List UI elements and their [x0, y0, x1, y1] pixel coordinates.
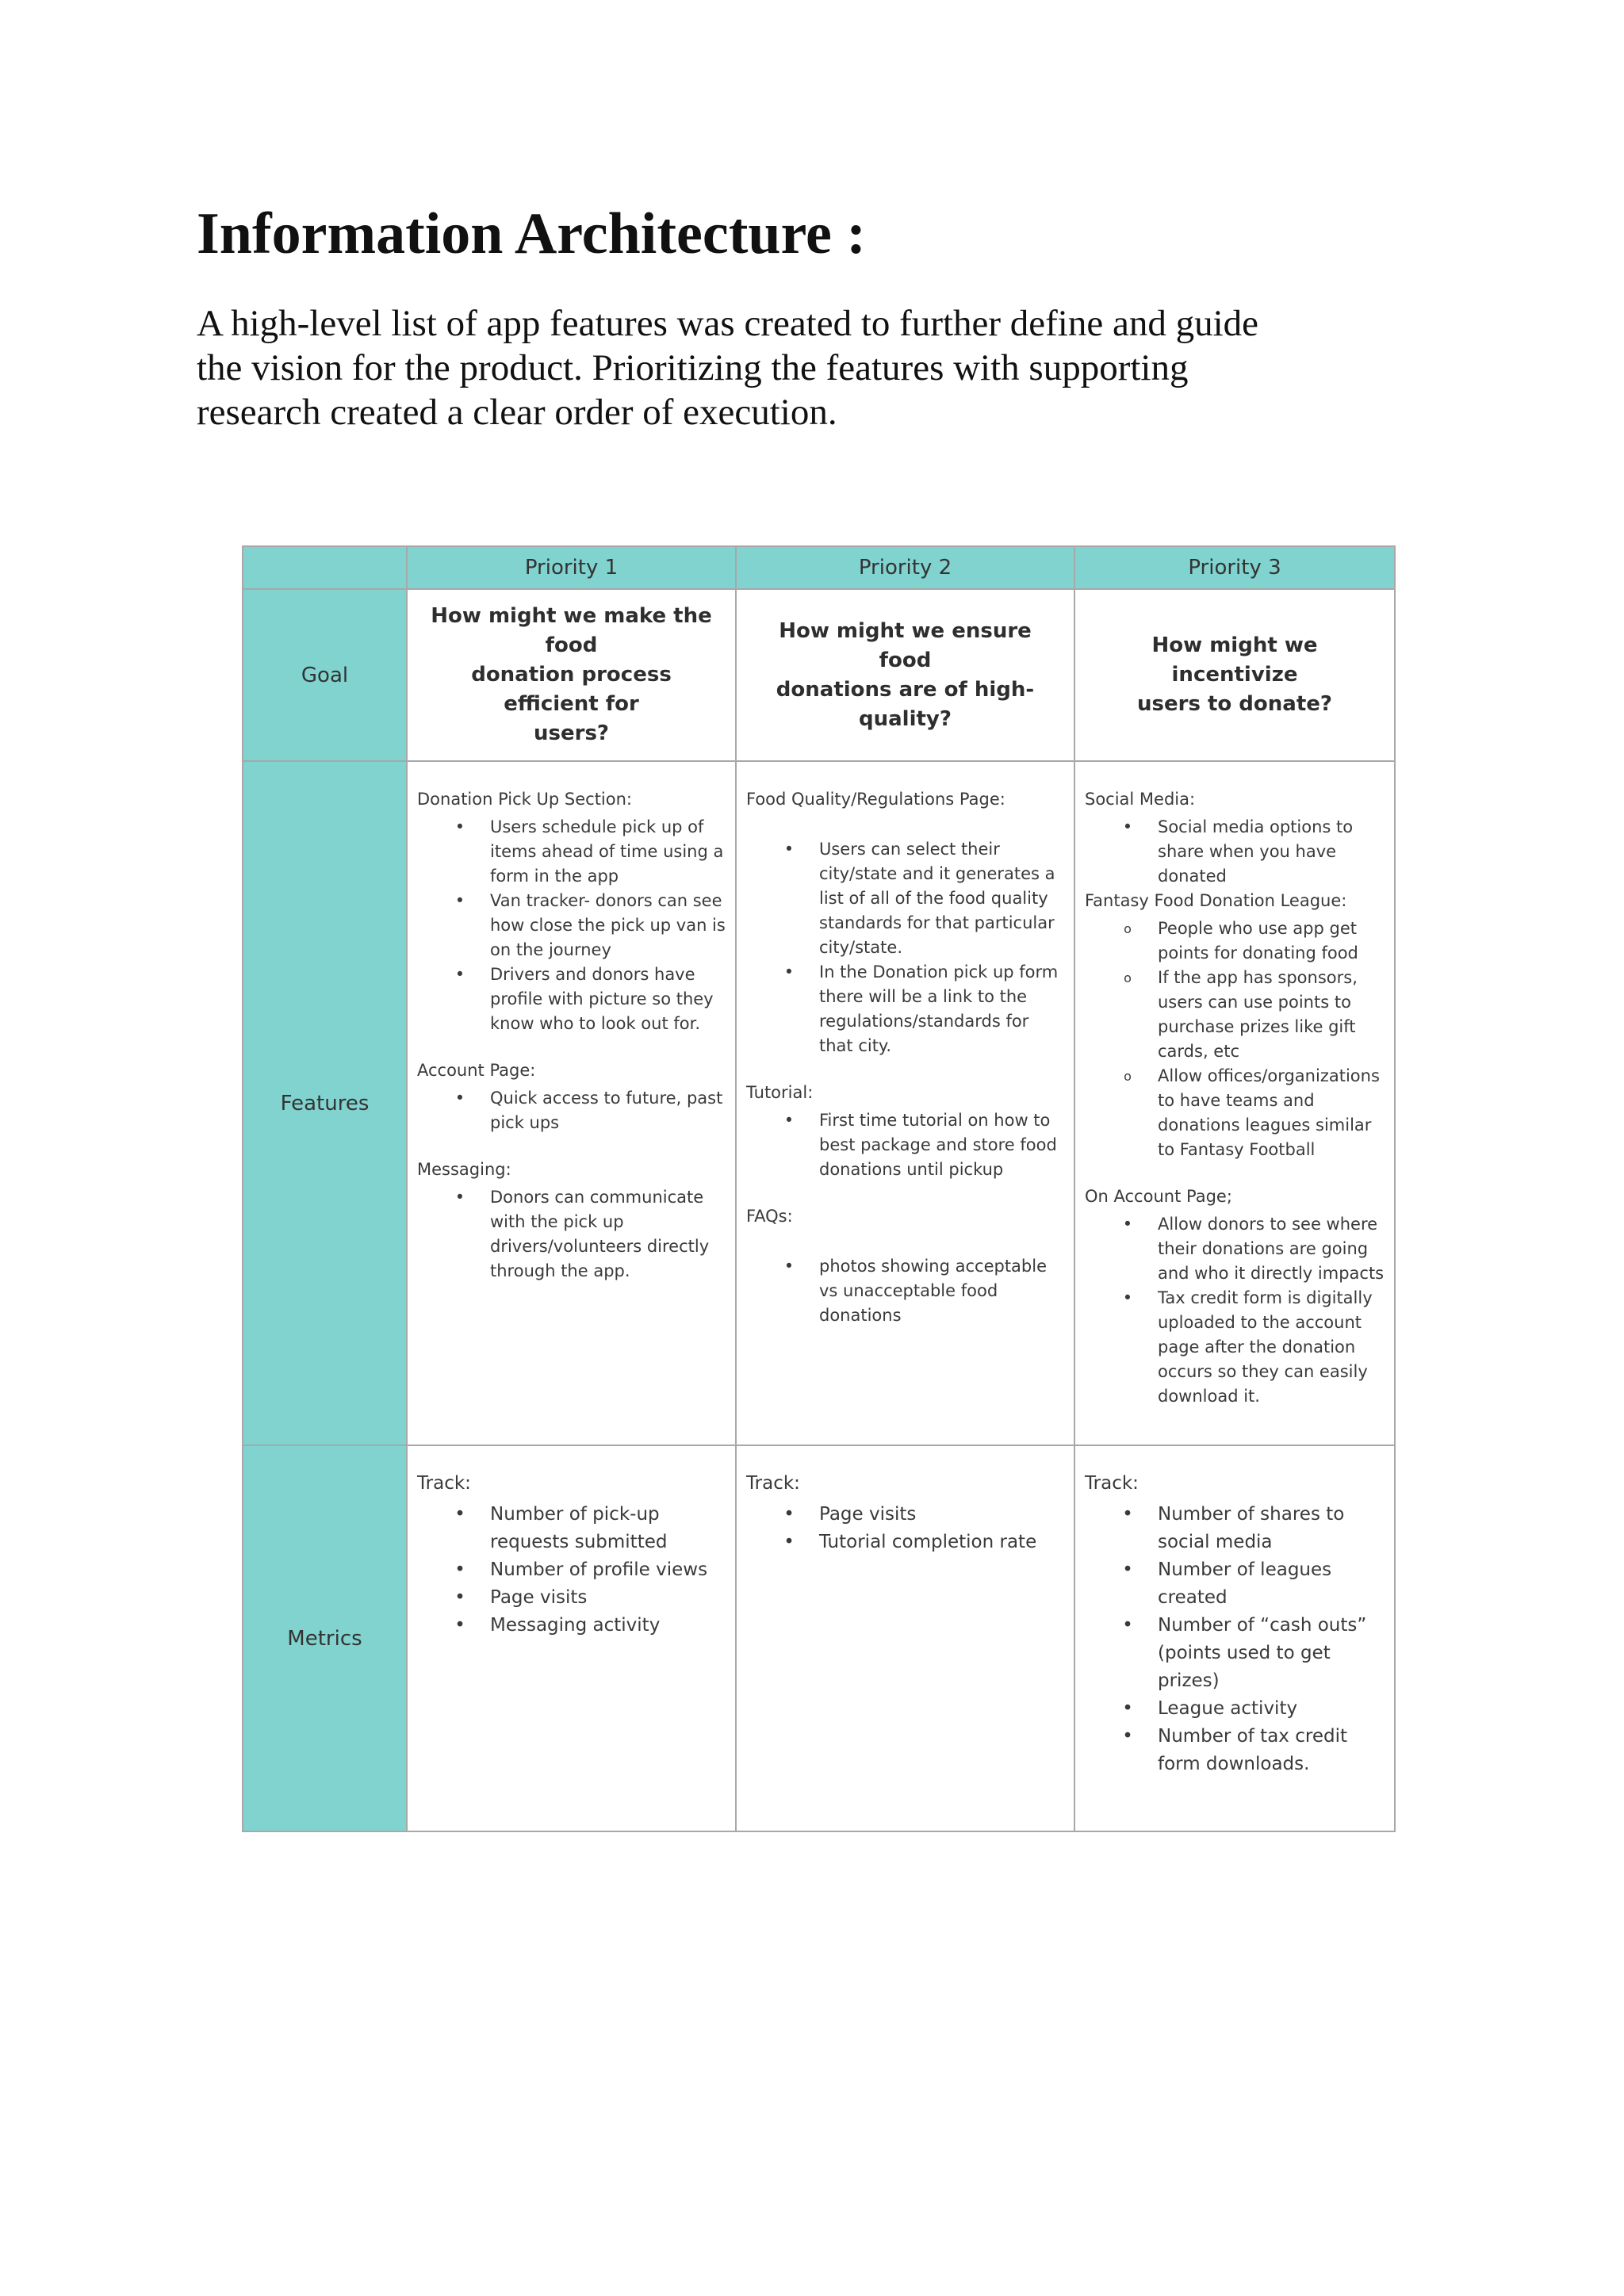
item-line: how close the pick up van is: [490, 916, 726, 935]
item-line: form downloads.: [1158, 1754, 1310, 1774]
bullet-icon: •: [454, 1504, 465, 1525]
bullet-icon: •: [783, 1504, 795, 1525]
item-line: Number of tax credit: [1158, 1726, 1347, 1747]
metrics-list: [1085, 1501, 1386, 1778]
list-item: [417, 1501, 727, 1556]
header-corner: [243, 546, 407, 589]
metrics-row: [243, 1445, 1395, 1831]
list-item: [746, 960, 1066, 1058]
item-line: on the journey: [490, 940, 611, 959]
goal-line: How might we incentivize: [1151, 633, 1318, 687]
bullet-icon: •: [1122, 1698, 1133, 1719]
item-line: Allow offices/organizations: [1158, 1066, 1380, 1085]
item-line: Donors can communicate: [490, 1188, 704, 1207]
item-line: (points used to get: [1158, 1643, 1331, 1663]
goal-line: donations are of high-quality?: [776, 677, 1035, 731]
item-line: through the app.: [490, 1261, 630, 1280]
item-line: In the Donation pick up form: [819, 962, 1059, 982]
bullet-icon: •: [454, 1559, 465, 1580]
section-heading: Food Quality/Regulations Page:: [746, 790, 1005, 809]
item-line: Page visits: [819, 1504, 917, 1525]
intro-line: research created a clear order of execution.: [197, 392, 837, 433]
item-line: Users can select their: [819, 840, 1000, 859]
list-item: [1085, 815, 1386, 889]
item-line: form in the app: [490, 867, 619, 886]
list-item: [417, 1086, 727, 1135]
features-priority-2: [736, 761, 1074, 1445]
circle-bullet-icon: o: [1124, 921, 1132, 936]
list-item: [1085, 1501, 1386, 1556]
bullet-icon: •: [454, 1188, 465, 1207]
list-item: [746, 1501, 1066, 1529]
bullet-icon: •: [783, 1111, 795, 1130]
item-line: download it.: [1158, 1387, 1260, 1406]
item-line: Number of “cash outs”: [1158, 1615, 1367, 1636]
list-item: [1085, 1612, 1386, 1695]
list-item: [1085, 1286, 1386, 1409]
item-line: People who use app get: [1158, 919, 1357, 938]
goal-line: donation process efficient for: [471, 663, 672, 716]
item-line: points for donating food: [1158, 943, 1358, 962]
goal-row: [243, 589, 1395, 761]
bullet-icon: •: [1122, 1215, 1133, 1234]
item-line: users can use points to: [1158, 993, 1351, 1012]
feature-list: [1085, 815, 1386, 889]
item-line: If the app has sponsors,: [1158, 968, 1358, 987]
list-item: [417, 1556, 727, 1584]
item-line: photos showing acceptable: [819, 1257, 1048, 1276]
bullet-icon: •: [783, 1532, 795, 1552]
list-item: [417, 1185, 727, 1284]
section-heading: Donation Pick Up Section:: [417, 790, 632, 809]
feature-list: [1085, 916, 1386, 1162]
metrics-priority-1: [407, 1445, 736, 1831]
track-label: Track:: [746, 1473, 800, 1494]
goal-line: How might we make the food: [431, 604, 712, 657]
intro-line: the vision for the product. Prioritizing the features with supporting: [197, 347, 1189, 388]
page-title: Information Architecture :: [197, 201, 866, 266]
item-line: best package and store food: [819, 1135, 1057, 1154]
item-line: to Fantasy Football: [1158, 1140, 1316, 1159]
section-heading: Social Media:: [1085, 790, 1196, 809]
metrics-list: [746, 1501, 1066, 1556]
section-heading: On Account Page;: [1085, 1187, 1232, 1206]
item-line: regulations/standards for: [819, 1012, 1029, 1031]
item-line: Page visits: [490, 1587, 588, 1608]
item-line: there will be a link to the: [819, 987, 1028, 1006]
header-priority-1: Priority 1: [407, 546, 736, 589]
section-heading: FAQs:: [746, 1207, 793, 1226]
item-line: city/state and it generates a: [819, 864, 1055, 883]
information-architecture-table: [242, 545, 1396, 1832]
item-line: donated: [1158, 867, 1227, 886]
item-line: Number of profile views: [490, 1559, 708, 1580]
list-item: [746, 1529, 1066, 1556]
section-heading: Messaging:: [417, 1160, 511, 1179]
item-line: occurs so they can easily: [1158, 1362, 1368, 1381]
item-line: page after the donation: [1158, 1337, 1356, 1357]
item-line: Social media options to: [1158, 817, 1354, 836]
goal-line: How might we ensure food: [779, 618, 1032, 672]
metrics-list: [417, 1501, 727, 1640]
metrics-priority-2: [736, 1445, 1074, 1831]
section-heading: Fantasy Food Donation League:: [1085, 891, 1347, 910]
list-item: [1085, 1556, 1386, 1612]
list-item: [417, 889, 727, 962]
item-line: that city.: [819, 1036, 892, 1055]
item-line: list of all of the food quality: [819, 889, 1048, 908]
bullet-icon: •: [783, 840, 795, 859]
feature-list: [417, 1185, 727, 1284]
item-line: drivers/volunteers directly: [490, 1237, 710, 1256]
bullet-icon: •: [783, 962, 795, 982]
list-item: [1085, 1723, 1386, 1778]
item-line: prizes): [1158, 1670, 1220, 1691]
item-line: and who it directly impacts: [1158, 1264, 1385, 1283]
bullet-icon: •: [1122, 1504, 1133, 1525]
item-line: vs unacceptable food: [819, 1281, 998, 1300]
item-line: to have teams and: [1158, 1091, 1315, 1110]
header-priority-3: Priority 3: [1074, 546, 1395, 589]
item-line: requests submitted: [490, 1532, 668, 1552]
feature-list: [746, 1108, 1066, 1182]
header-priority-2: Priority 2: [736, 546, 1074, 589]
section-heading: Tutorial:: [746, 1083, 814, 1102]
list-item: [1085, 1695, 1386, 1723]
goal-priority-1: [407, 589, 736, 761]
bullet-icon: •: [454, 1587, 465, 1608]
item-line: Users schedule pick up of: [490, 817, 704, 836]
list-item: [417, 1584, 727, 1612]
list-item: [417, 962, 727, 1036]
feature-list: [746, 1254, 1066, 1328]
item-line: profile with picture so they: [490, 989, 714, 1008]
item-line: created: [1158, 1587, 1228, 1608]
circle-bullet-icon: o: [1124, 1069, 1132, 1084]
bullet-icon: •: [454, 891, 465, 910]
item-line: Van tracker- donors can see: [490, 891, 722, 910]
feature-list: [746, 837, 1066, 1058]
list-item: [1085, 1064, 1386, 1162]
bullet-icon: •: [454, 965, 465, 984]
track-label: Track:: [1085, 1473, 1139, 1494]
goal-line: users to donate?: [1137, 692, 1332, 716]
list-item: [746, 1254, 1066, 1328]
track-label: Track:: [417, 1473, 471, 1494]
bullet-icon: •: [783, 1257, 795, 1276]
item-line: Quick access to future, past: [490, 1089, 723, 1108]
features-priority-3: [1074, 761, 1395, 1445]
bullet-icon: •: [454, 1089, 465, 1108]
section-heading: Account Page:: [417, 1061, 536, 1080]
bullet-icon: •: [1122, 817, 1133, 836]
item-line: city/state.: [819, 938, 902, 957]
item-line: standards for that particular: [819, 913, 1055, 932]
list-item: [417, 1612, 727, 1640]
features-row: [243, 761, 1395, 1445]
item-line: cards, etc: [1158, 1042, 1240, 1061]
list-item: [1085, 966, 1386, 1064]
row-label-metrics: Metrics: [243, 1445, 407, 1831]
bullet-icon: •: [454, 817, 465, 836]
item-line: social media: [1158, 1532, 1273, 1552]
list-item: [417, 815, 727, 889]
feature-list: [417, 1086, 727, 1135]
intro-line: A high-level list of app features was created to further define and guide: [197, 303, 1258, 344]
item-line: Messaging activity: [490, 1615, 661, 1636]
row-label-features: Features: [243, 761, 407, 1445]
list-item: [746, 837, 1066, 960]
list-item: [1085, 1212, 1386, 1286]
item-line: purchase prizes like gift: [1158, 1017, 1356, 1036]
item-line: uploaded to the account: [1158, 1313, 1362, 1332]
row-label-goal: Goal: [243, 589, 407, 761]
list-item: [1085, 916, 1386, 966]
item-line: Number of pick-up: [490, 1504, 660, 1525]
item-line: Drivers and donors have: [490, 965, 695, 984]
item-line: donations until pickup: [819, 1160, 1004, 1179]
goal-line: users?: [534, 721, 609, 745]
item-line: Tutorial completion rate: [819, 1532, 1037, 1552]
bullet-icon: •: [1122, 1559, 1133, 1580]
bullet-icon: •: [454, 1615, 465, 1636]
feature-list: [1085, 1212, 1386, 1409]
item-line: League activity: [1158, 1698, 1298, 1719]
item-line: donations: [819, 1306, 902, 1325]
item-line: items ahead of time using a: [490, 842, 724, 861]
bullet-icon: •: [1122, 1288, 1133, 1307]
feature-list: [417, 815, 727, 1036]
item-line: know who to look out for.: [490, 1014, 700, 1033]
item-line: pick ups: [490, 1113, 560, 1132]
intro-paragraph: [197, 301, 1434, 434]
features-priority-1: [407, 761, 736, 1445]
item-line: donations leagues similar: [1158, 1115, 1372, 1135]
item-line: Number of shares to: [1158, 1504, 1345, 1525]
list-item: [746, 1108, 1066, 1182]
item-line: Tax credit form is digitally: [1158, 1288, 1373, 1307]
bullet-icon: •: [1122, 1615, 1133, 1636]
circle-bullet-icon: o: [1124, 970, 1132, 985]
item-line: First time tutorial on how to: [819, 1111, 1051, 1130]
bullet-icon: •: [1122, 1726, 1133, 1747]
goal-priority-2: [736, 589, 1074, 761]
header-row: [243, 546, 1395, 589]
goal-priority-3: [1074, 589, 1395, 761]
item-line: Number of leagues: [1158, 1559, 1332, 1580]
item-line: with the pick up: [490, 1212, 624, 1231]
metrics-priority-3: [1074, 1445, 1395, 1831]
item-line: share when you have: [1158, 842, 1337, 861]
item-line: their donations are going: [1158, 1239, 1369, 1258]
item-line: Allow donors to see where: [1158, 1215, 1378, 1234]
